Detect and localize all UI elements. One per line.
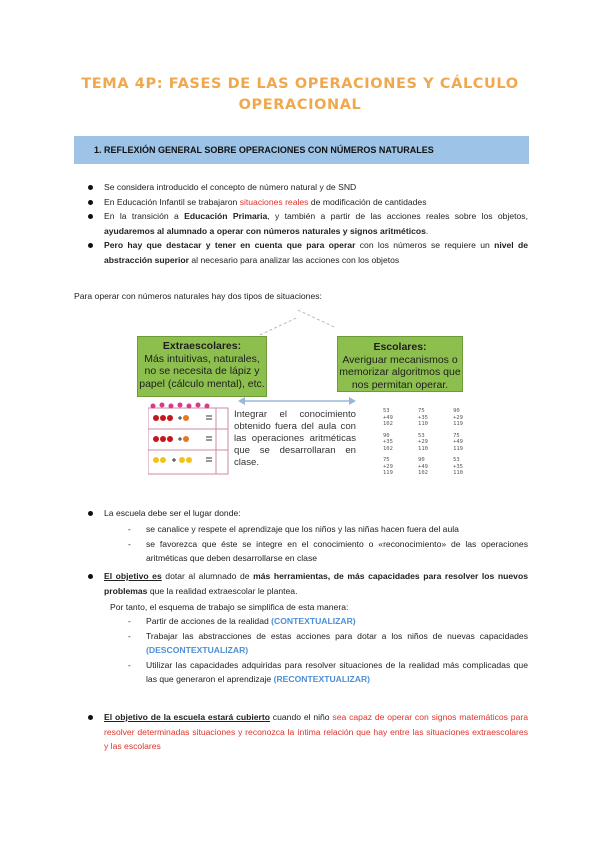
list-item: La escuela debe ser el lugar donde: [88,506,528,521]
section-header [74,136,529,164]
list-item: - se favorezca que éste se integre en el conocimiento o «reconocimiento» de las operaciones aritméticas que deben desarrollarse en clase [128,538,528,564]
fruit-counting-illustration [148,402,230,476]
bullet-icon [88,185,93,190]
bullet-icon [88,511,93,516]
list-item: Pero hay que destacar y tener en cuenta que para operar con los números se requiere un nivel de abstracción superior al necesario para analizar las acciones con los objetos [88,238,528,267]
intro-text: Para operar con números naturales hay dos tipos de situaciones: [74,291,322,301]
scheme-list [122,614,528,687]
bullet-list [88,180,528,268]
integration-text: Integrar el conocimiento obtenido fuera del aula con las operaciones aritméticas que se desarrollaran en clase. [234,409,356,468]
bullet-icon [88,243,93,248]
school-list [88,506,528,521]
connector-line [298,310,335,328]
sums-illustration: 53 +49 102 75 +35 110 90 +29 119 90 +35 102 53 +29 110 75 +49 119 75 +29 119 90 +49 102 53 +35 110 [383,408,463,476]
list-item: - Utilizar las capacidades adquiridas para resolver situaciones de la realidad más complicadas que las que generaron el aprendizaje (RECONTEXTUALIZAR) [128,659,528,685]
connector-line [260,318,297,336]
page-title: TEMA 4P: FASES DE LAS OPERACIONES Y CÁLCULO OPERACIONAL [81,76,519,113]
bullet-icon [88,715,93,720]
list-item: - Partir de acciones de la realidad (CONTEXTUALIZAR) [128,616,356,626]
double-arrow-icon [238,396,356,406]
list-item: En la transición a Educación Primaria, y también a partir de las acciones reales sobre los objetos, ayudaremos al alumnado a operar con números naturales y signos aritméticos. [88,209,528,238]
school-sublist [122,522,528,566]
bullet-icon [88,200,93,205]
list-item: - Trabajar las abstracciones de estas acciones para dotar a los niños de nuevas capacidades (DESCONTEXTUALIZAR) [128,630,528,656]
list-item: El objetivo de la escuela estará cubierto cuando el niño sea capaz de operar con signos matemáticos para resolver determinadas situaciones y reconozca la íntima relación que hay entre las situaciones extraescolares y las escolares [88,710,528,754]
scheme-text: Por tanto, el esquema de trabajo se simplifica de esta manera: [110,602,349,612]
objective-list [88,569,528,598]
list-item: En Educación Infantil se trabajaron situaciones reales de modificación de cantidades [88,195,528,210]
escolares-box: Escolares: Averiguar mecanismos o memorizar algoritmos que nos permitan operar. [337,336,463,392]
final-list [88,710,528,754]
list-item: - se canalice y respete el aprendizaje que los niños y las niñas hacen fuera del aula [128,524,459,534]
bullet-icon [88,214,93,219]
list-item: El objetivo es dotar al alumnado de más herramientas, de más capacidades para resolver los nuevos problemas que la realidad extraescolar le plantea. [88,569,528,598]
section-title: 1. REFLEXIÓN GENERAL SOBRE OPERACIONES CON NÚMEROS NATURALES [94,145,434,155]
bullet-icon [88,574,93,579]
list-item: Se considera introducido el concepto de número natural y de SND [88,180,528,195]
extraescolares-box: Extraescolares: Más intuitivas, naturales, no se necesita de lápiz y papel (cálculo mental), etc. [137,336,267,397]
